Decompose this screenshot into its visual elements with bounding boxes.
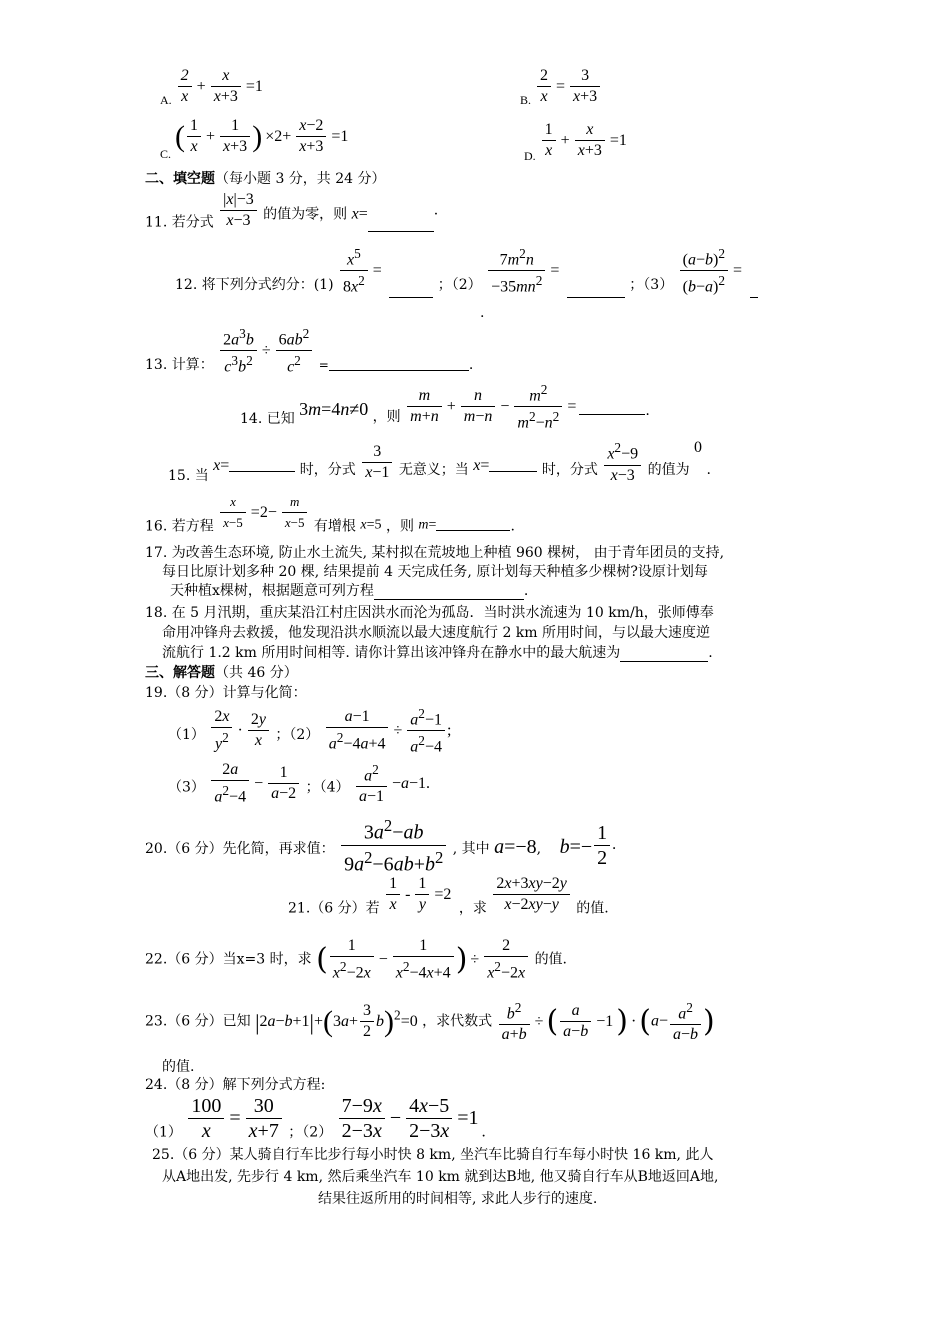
- question-11: 11. 若分式 $\frac{|x|-3}{x-3}$ 的值为零，则 x= .: [145, 191, 439, 231]
- question-22: 22.（6 分）当x=3 时，求 ( $\frac{1}{x^2-2x}$ − $\frac{1}{x^2-4x+4}$ ) ÷ $\frac{2}{x^2-2x}$ 的值.: [145, 937, 568, 982]
- option-c-label: C.: [160, 147, 172, 162]
- option-b: $_{B.}$ $\frac{2}{x}$ = $\frac{3}{x+3}$: [520, 66, 602, 110]
- q20-t1: , 其中: [452, 841, 490, 858]
- q12-text: 12. 将下列分式约分：(1): [175, 276, 334, 293]
- q18-line-1: 18. 在 5 月汛期，重庆某沿江村庄因洪水而沦为孤岛．当时洪水流速为 10 km/h，张师傅奉: [145, 605, 714, 621]
- q22-t2: 的值.: [534, 951, 568, 968]
- q18-line-2: 命用冲锋舟去救援，他发现沿洪水顺流以最大速度航行 2 km 所用时间，与以最大速度逆: [162, 625, 711, 641]
- q14-mid: ，则: [372, 408, 401, 425]
- q23-line-2: 的值.: [162, 1059, 195, 1075]
- q13-end: .: [468, 356, 474, 373]
- q12-blank-3[interactable]: [750, 283, 758, 298]
- q19-p2: ；（2）: [275, 726, 320, 743]
- q21-text: 21.（6 分）若: [288, 900, 380, 917]
- q11-end: .: [433, 202, 439, 219]
- q17-end: .: [523, 583, 529, 599]
- question-20: 20.（6 分）先化简，再求值： $\frac{3a^2-ab}{9a^2-6ab+b^2}$ , 其中 a=−8, b=− $\frac{1}{2}$ .: [145, 816, 617, 876]
- q15-zero: 0: [694, 439, 703, 456]
- q25-line-2: 从A地出发, 先步行 4 km, 然后乘坐汽车 10 km 就到达B地, 他又骑自行车从B地返回A地,: [162, 1169, 719, 1185]
- q12-p2: ；（2）: [437, 276, 482, 293]
- q25-line-1: 25.（6 分）某人骑自行车比步行每小时快 8 km, 坐汽车比骑自行车每小时快 16 km, 此人: [152, 1147, 714, 1163]
- q18-end: .: [708, 645, 713, 661]
- q15-blank-2[interactable]: [489, 457, 537, 472]
- option-a: $_{A.}$ $\frac{2}{x}$ + $\frac{x}{x+3}$ =1: [160, 67, 263, 108]
- section-2-title: 二、填空题: [145, 171, 215, 187]
- option-d-label: D.: [524, 149, 536, 164]
- q14-end: .: [645, 402, 650, 419]
- q18-answer-blank[interactable]: [620, 647, 708, 662]
- q12-blank-1[interactable]: [389, 283, 433, 298]
- q12-p3: ；（3）: [629, 276, 674, 293]
- q23-text: 23.（6 分）已知: [145, 1013, 251, 1030]
- question-15: 15. 当 x= 时，分式 $\frac{3}{x-1}$ 无意义；当 x= 时，分式 $\frac{x^2-9}{x-3}$ 的值为 0 .: [168, 439, 711, 484]
- q16-text: 16. 若方程: [145, 518, 214, 535]
- q16-t1: 有增根: [313, 518, 356, 535]
- q20-t2: ,: [536, 841, 542, 858]
- q19-p3: （3）: [168, 779, 205, 796]
- q11-mid: 的值为零，则: [263, 206, 348, 223]
- q15-t4: 的值为: [647, 462, 690, 478]
- q17-line-2: 每日比原计划多种 20 棵, 结果提前 4 天完成任务, 原计划每天种植多少棵树?设原计划每: [162, 564, 708, 580]
- q16-t2: ，则: [385, 518, 414, 535]
- q18-line-3-text: 流航行 1.2 km 所用时间相等. 请你计算出该冲锋舟在静水中的最大航速为: [162, 645, 621, 661]
- q11-text: 11. 若分式: [145, 214, 214, 231]
- q19-row-2: （3） $\frac{2a}{a^2-4}$ − $\frac{1}{a-2}$ ；（4） $\frac{a^2}{a-1}$ −a−1.: [168, 761, 431, 806]
- q19-row-1: （1） $\frac{2x}{y^2}$ · $\frac{2y}{x}$ ；（2） $\frac{a-1}{a^2-4a+4}$ ÷ $\frac{a^2-1}{a^2-4}$ ;: [168, 706, 452, 756]
- q25-line-3: 结果往返所用的时间相等, 求此人步行的速度.: [318, 1191, 598, 1207]
- question-13: 13. 计算： $\frac{2a^3b}{c^3b^2}$ ÷ $\frac{6ab^2}{c^2}$ = .: [145, 326, 474, 376]
- q23-t1: ，求代数式: [422, 1013, 493, 1030]
- q14-text: 14. 已知: [240, 410, 295, 427]
- q19-p4: ；（4）: [305, 779, 350, 796]
- q21-t2: 的值.: [576, 900, 609, 917]
- q18-line-3: [162, 644, 713, 662]
- q15-t2: 无意义；当: [398, 462, 469, 478]
- q24-equations: （1） $\frac{100}{x}$ = $\frac{30}{x+7}$ ；（2） $\frac{7-9x}{2-3x}$ − $\frac{4x-5}{2-3x}$ =1.: [145, 1095, 486, 1142]
- q20-text: 20.（6 分）先化简，再求值：: [145, 841, 335, 858]
- q19-p1: （1）: [168, 726, 205, 743]
- q12-blank-2[interactable]: [567, 283, 625, 298]
- q15-text: 15. 当: [168, 468, 209, 484]
- q13-text: 13. 计算：: [145, 356, 214, 373]
- q13-answer-blank[interactable]: [329, 356, 469, 371]
- section-3-heading: [145, 664, 298, 682]
- q15-end: .: [706, 462, 711, 478]
- q24-text: 24.（8 分）解下列分式方程:: [145, 1077, 326, 1093]
- q12-dot: .: [480, 305, 485, 321]
- q11-answer-blank[interactable]: [368, 217, 434, 232]
- question-21: 21.（6 分）若 $\frac{1}{x}$ - $\frac{1}{y}$ =2 ，求 $\frac{2x+3xy-2y}{x-2xy-y}$ 的值.: [288, 875, 609, 917]
- q24-p1: （1）: [145, 1124, 182, 1141]
- q15-t1: 时，分式: [299, 462, 356, 478]
- question-12: 12. 将下列分式约分：(1) $\frac{x^5}{8x^2}$ = ；（2） $\frac{7m^2n}{-35mn^2}$ = ；（3） $\frac{(a-b)^2}{(b-a)^2}$ =: [175, 244, 758, 298]
- option-d: $_{D.}$ $\frac{1}{x}$ + $\frac{x}{x+3}$ =1: [524, 121, 627, 164]
- option-c: $_{C.}$ ( $\frac{1}{x}$ + $\frac{1}{x+3}$ ) ×2+ $\frac{x-2}{x+3}$ =1: [160, 117, 349, 162]
- q16-answer-blank[interactable]: [436, 516, 510, 531]
- q22-text: 22.（6 分）当: [145, 951, 237, 968]
- q24-p2: ；（2）: [288, 1124, 333, 1141]
- q17-line-3-text: 天种植x棵树，根据题意可列方程: [170, 583, 374, 599]
- q15-blank-1[interactable]: [229, 457, 295, 472]
- option-a-label: A.: [160, 93, 172, 108]
- q13-eq: =: [318, 357, 329, 372]
- q19-text: 19.（8 分）计算与化简：: [145, 685, 307, 701]
- section-3-note: （共 46 分）: [215, 665, 298, 681]
- q21-t1: ，求: [458, 900, 487, 917]
- q22-t1: x=3 时，求: [236, 951, 312, 968]
- q17-answer-blank[interactable]: [374, 585, 524, 600]
- q16-end: .: [510, 518, 515, 535]
- q14-answer-blank[interactable]: [579, 400, 645, 415]
- q17-line-3: [170, 582, 528, 600]
- question-14: 14. 已知 3m=4n≠0 ，则 $\frac{m}{m+n}$ + $\frac{n}{m-n}$ − $\frac{m^2}{m^2-n^2}$ = .: [240, 382, 650, 432]
- section-2-note: （每小题 3 分，共 24 分）: [215, 171, 386, 187]
- option-b-label: B.: [520, 93, 532, 108]
- q15-t3: 时，分式: [541, 462, 598, 478]
- section-3-title: 三、解答题: [145, 665, 215, 681]
- question-23: 23.（6 分）已知 |2a−b+1|+(3a+ $\frac{3}{2}$ b)$^2$=0 ，求代数式 $\frac{b^2}{a+b}$ ÷ ( $\frac{a}{a-b}$ −1 ) · (a− $\frac{a^2}{a-b}$ ): [145, 1000, 715, 1044]
- section-2-heading: [145, 170, 386, 188]
- q17-line-1: 17. 为改善生态环境, 防止水土流失, 某村拟在荒坡地上种植 960 棵树， 由于青年团员的支持,: [145, 545, 725, 561]
- question-16: 16. 若方程 $\frac{x}{x-5}$ =2− $\frac{m}{x-5}$ 有增根 x=5 ，则 m= .: [145, 494, 515, 535]
